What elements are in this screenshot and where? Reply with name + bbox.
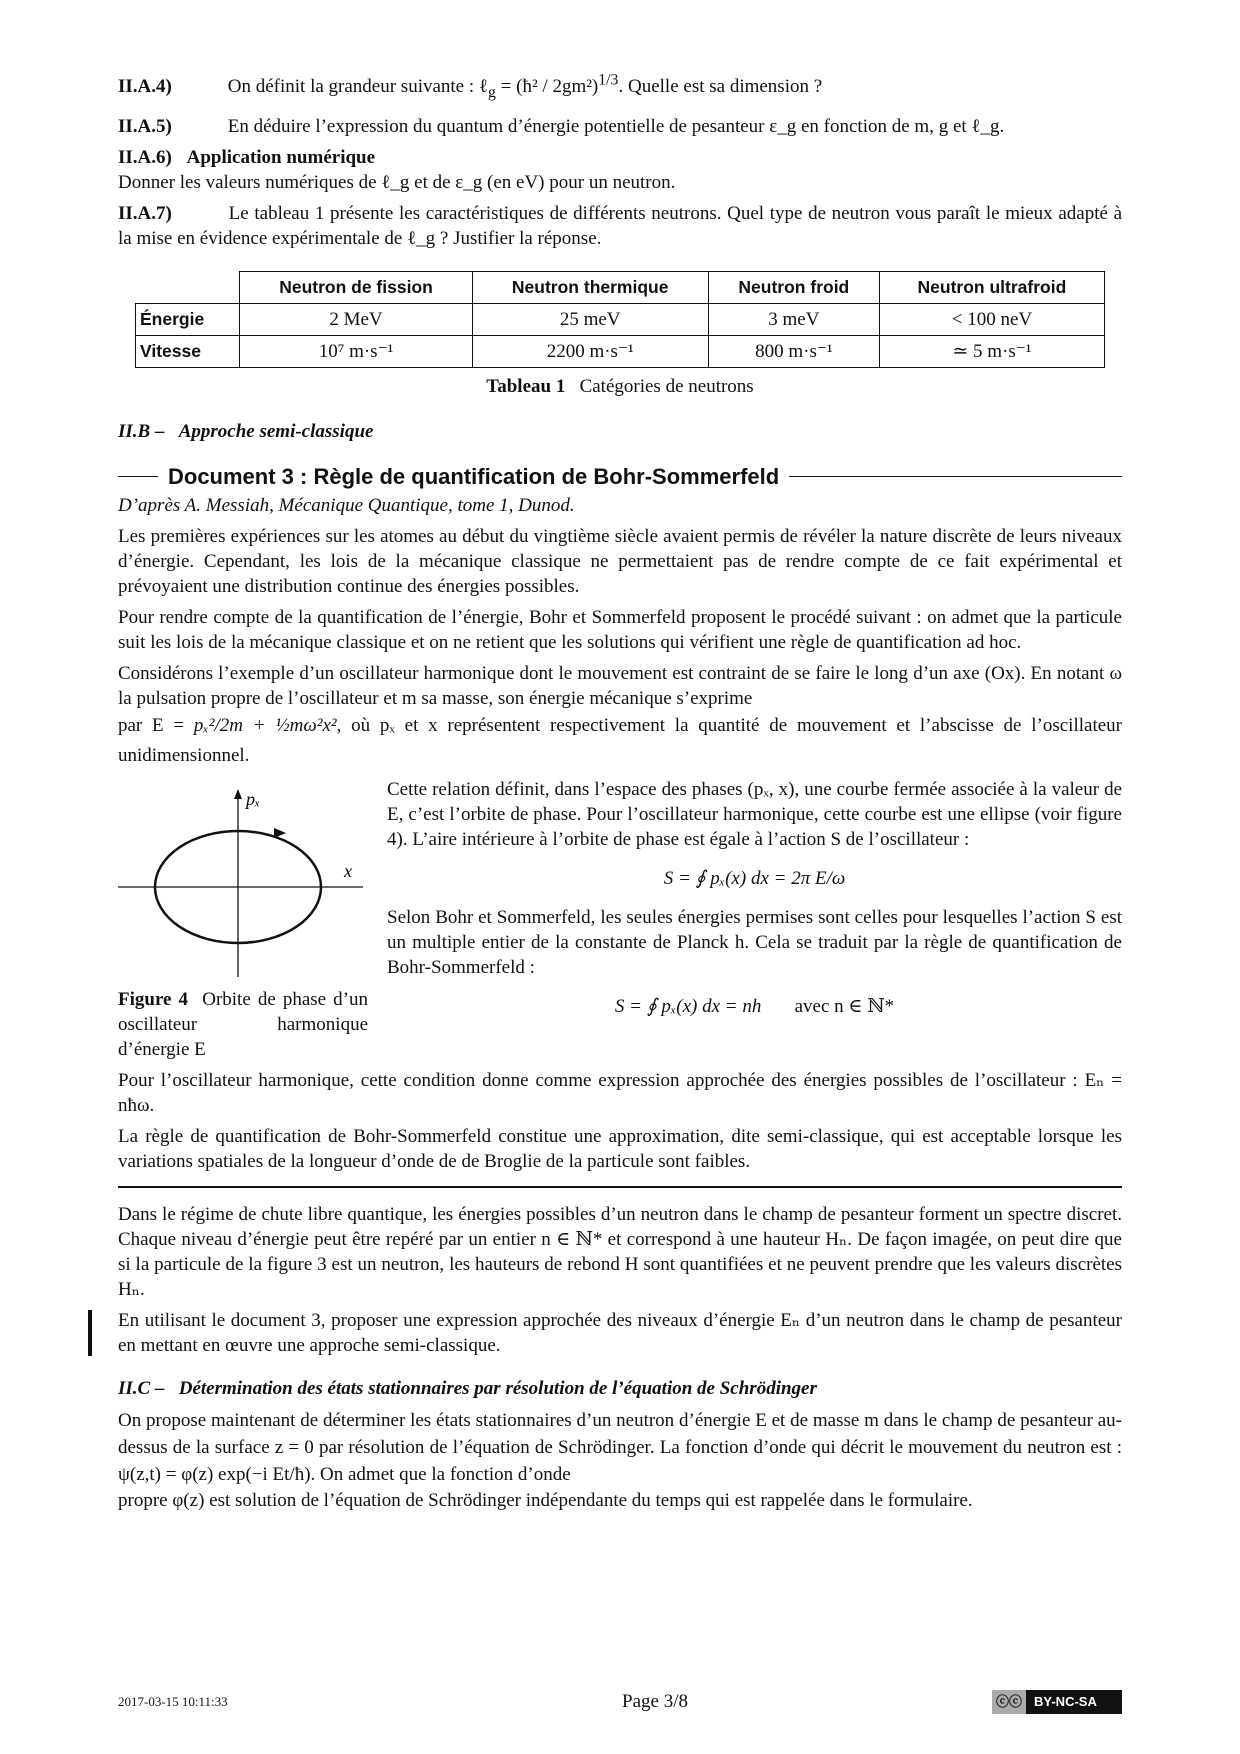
figure-text-column <box>387 777 1122 1062</box>
orbit-direction-arrow-icon <box>274 828 286 838</box>
question-text: Donner les valeurs numériques de ℓ_g et de ε_g (en eV) pour un neutron. <box>118 172 676 194</box>
question-paragraph: En utilisant le document 3, proposer une expression approchée des niveaux d’énergie Eₙ d’un neutron dans le champ de pesanteur en mettant en œuvre une approche semi-classique. <box>118 1309 1122 1356</box>
figure-caption: Figure 4 Orbite de phase d’un oscillateur harmonique d’énergie E <box>118 989 369 1061</box>
action-equation: S = ∮ pₓ(x) dx = 2π E/ω <box>663 868 846 890</box>
row-header: Vitesse <box>136 336 240 368</box>
axis-label-x: x <box>344 861 352 882</box>
document-paragraph: Les premières expériences sur les atomes au début du vingtième siècle avaient permis de révéler la nature discrète de leurs niveaux d’énergie. Cependant, les lois de la mécanique classique ne permettaient pas de rendre compte de ce fait expérimental et prévoyaient une distribution continue des énergies possibles. <box>118 526 1122 598</box>
px-axis-arrow-icon <box>234 789 242 799</box>
question-a5 <box>118 114 1122 139</box>
document-paragraph: Pour l’oscillateur harmonique, cette condition donne comme expression approchée des énergies possibles de l’oscillateur : Eₙ = nħω. <box>118 1070 1122 1117</box>
table-row <box>136 304 1105 336</box>
table-cell: 3 meV <box>708 304 879 336</box>
question-label: II.A.5) <box>118 116 172 138</box>
question-title: Application numérique <box>186 147 376 169</box>
page-number: Page 3/8 <box>622 1691 688 1712</box>
column-header: Neutron ultrafroid <box>879 272 1104 304</box>
footer-timestamp: 2017-03-15 10:11:33 <box>118 1694 228 1709</box>
question-text: On définit la grandeur suivante : ℓ$_g$ = (ħ² / 2gm²)$^{1/3}$. Quelle est sa dimension ? <box>227 72 823 102</box>
document-title: Document 3 : Règle de quantification de Bohr-Sommerfeld <box>118 464 1122 489</box>
body-paragraph: On propose maintenant de déterminer les états stationnaires d’un neutron d’énergie E et de masse m dans le champ de pesanteur au-dessus de la surface z = 0 par résolution de l’équation de Schrödinger. La fonction d’onde qui décrit le mouvement du neutron est : ψ(z,t) = φ(z) exp(−i Et/ħ). On admet que la fonction d’onde <box>118 1409 1122 1485</box>
document-paragraph: La règle de quantification de Bohr-Sommerfeld constitue une approximation, dite semi-classique, qui est acceptable lorsque les variations spatiales de la longueur d’onde de de Broglie de la particule sont faibles. <box>118 1126 1122 1173</box>
document-paragraph: par E = pₓ²/2m + ½mω²x², où pₓ et x représentent respectivement la quantité de mouvement et l’abscisse de l’oscillateur unidimensionnel. <box>118 715 1122 767</box>
question-label: II.A.4) <box>118 76 172 98</box>
figure-column <box>118 777 368 1062</box>
body-paragraph: propre φ(z) est solution de l’équation de Schrödinger indépendante du temps qui est rappelée dans le formulaire. <box>118 1489 973 1511</box>
section-c-heading: II.C – Détermination des états stationnaires par résolution de l’équation de Schrödinger <box>118 1377 817 1399</box>
table-cell: ≃ 5 m·s⁻¹ <box>879 336 1104 368</box>
table-cell: < 100 neV <box>879 304 1104 336</box>
table-corner <box>136 272 240 304</box>
table-caption: Tableau 1 Catégories de neutrons <box>486 376 754 398</box>
cc-logo-icon: ⓒⓒ <box>992 1690 1026 1714</box>
figure-row <box>118 777 1122 1062</box>
table-cell: 800 m·s⁻¹ <box>708 336 879 368</box>
document-paragraph: Considérons l’exemple d’un oscillateur harmonique dont le mouvement est contraint de se faire le long d’un axe (Ox). En notant ω la pulsation propre de l’oscillateur et m sa masse, son énergie mécanique s’exprime <box>118 663 1122 710</box>
row-header: Énergie <box>136 304 240 336</box>
table-cell: 25 meV <box>472 304 708 336</box>
question-block <box>118 1308 1122 1364</box>
question-a6 <box>118 145 1122 195</box>
table-cell: 2 MeV <box>240 304 472 336</box>
cc-license-badge: ⓒⓒ BY-NC-SA <box>992 1690 1122 1714</box>
question-a4 <box>118 66 1122 108</box>
question-label: II.A.6) <box>118 147 172 169</box>
question-text: En déduire l’expression du quantum d’énergie potentielle de pesanteur ε_g en fonction de m, g et ℓ_g. <box>227 116 1005 138</box>
phase-orbit-figure <box>118 787 368 977</box>
question-text: Le tableau 1 présente les caractéristiques de différents neutrons. Quel type de neutron vous paraît le mieux adapté à la mise en évidence expérimentale de ℓ_g ? Justifier la réponse. <box>118 203 1123 250</box>
table-cell: 2200 m·s⁻¹ <box>472 336 708 368</box>
question-a7 <box>118 201 1122 251</box>
question-label: II.A.7) <box>118 203 172 225</box>
margin-change-bar <box>88 1310 92 1356</box>
document-paragraph: Pour rendre compte de la quantification de l’énergie, Bohr et Sommerfeld proposent le procédé suivant : on admet que la particule suit les lois de la mécanique classique et on ne retient que les solutions qui vérifient une règle de quantification ad hoc. <box>118 607 1122 654</box>
column-header: Neutron thermique <box>472 272 708 304</box>
document-end-rule <box>118 1186 1122 1188</box>
page-footer <box>118 1669 1122 1714</box>
document-paragraph: Cette relation définit, dans l’espace des phases (pₓ, x), une courbe fermée associée à la valeur de E, c’est l’orbite de phase. Pour l’oscillateur harmonique, cette courbe est une ellipse (voir figure 4). L’aire intérieure à l’orbite de phase est égale à l’action S de l’oscillateur : <box>387 779 1122 851</box>
column-header: Neutron de fission <box>240 272 472 304</box>
document-source: D’après A. Messiah, Mécanique Quantique, tome 1, Dunod. <box>118 495 575 517</box>
table-header-row <box>136 272 1105 304</box>
document-paragraph: Selon Bohr et Sommerfeld, les seules énergies permises sont celles pour lesquelles l’action S est un multiple entier de la constante de Planck h. Cela se traduit par la règle de quantification de Bohr-Sommerfeld : <box>387 907 1122 979</box>
body-paragraph: Dans le régime de chute libre quantique, les énergies possibles d’un neutron dans le champ de pesanteur forment un spectre discret. Chaque niveau d’énergie peut être repéré par un entier n ∈ ℕ* et correspond à une hauteur Hₙ. De façon imagée, on peut dire que si la particule de la figure 3 est un neutron, les hauteurs de rebond H sont quantifiées et ne peuvent prendre que les valeurs discrètes Hₙ. <box>118 1203 1122 1300</box>
table-row <box>136 336 1105 368</box>
axis-label-px: pₓ <box>246 789 261 810</box>
table-cell: 10⁷ m·s⁻¹ <box>240 336 472 368</box>
neutron-table <box>135 271 1105 368</box>
section-b-heading: II.B – Approche semi-classique <box>118 421 374 443</box>
quantization-equation: S = ∮ pₓ(x) dx = nh avec n ∈ ℕ* <box>614 996 895 1018</box>
column-header: Neutron froid <box>708 272 879 304</box>
